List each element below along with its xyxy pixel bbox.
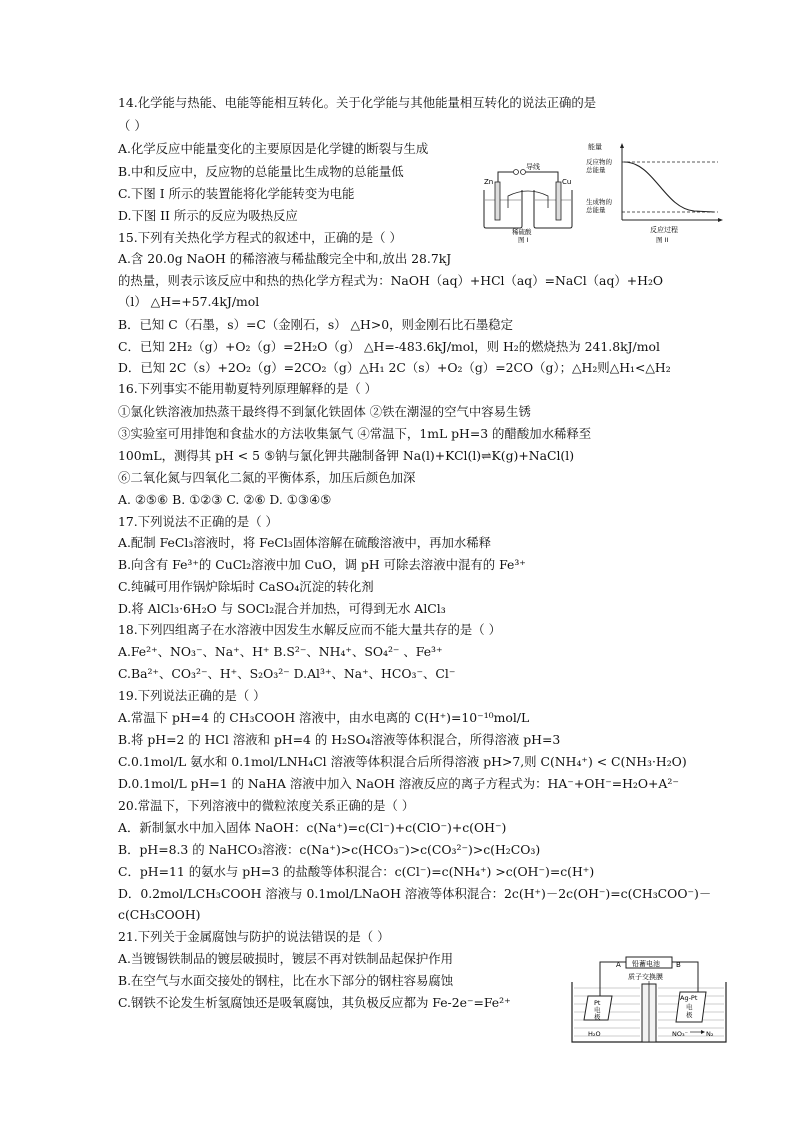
q16-item-2: ③实验室可用排饱和食盐水的方法收集氯气 ④常温下，1mL pH=3 的醋酸加水稀释至 — [118, 426, 592, 441]
h2o-label: H₂O — [588, 1030, 601, 1038]
pt-electrode-label-2: 电 — [594, 1006, 601, 1014]
terminal-b-label: B — [676, 961, 681, 969]
q16-stem: 16.下列事实不能用勒夏特列原理解释的是（ ） — [118, 381, 378, 396]
q19-stem: 19.下列说法正确的是（ ） — [118, 688, 266, 703]
q14-answer-paren: （ ） — [118, 118, 147, 133]
q19-option-c: C.0.1mol/L 氨水和 0.1mol/LNH₄Cl 溶液等体积混合后所得溶液 pH>7,则 C(NH₄⁺) < C(NH₃·H₂O) — [118, 754, 687, 769]
q15-option-c: C．已知 2H₂（g）+O₂（g）=2H₂O（g） △H=-483.6kJ/mol，则 H₂的燃烧热为 241.8kJ/mol — [118, 339, 660, 354]
q17-stem: 17.下列说法不正确的是（ ） — [118, 514, 278, 529]
q18-stem: 18.下列四组离子在水溶液中因发生水解反应而不能大量共存的是（ ） — [118, 622, 501, 637]
figure-1-caption: 图 I — [518, 236, 529, 244]
q15-option-d: D．已知 2C（s）+2O₂（g）=2CO₂（g）△H₁ 2C（s）+O₂（g）=2CO（g）；△H₂则△H₁<△H₂ — [118, 360, 671, 375]
membrane-label: 质子交换膜 — [628, 973, 663, 981]
wire-label: 导线 — [526, 163, 540, 171]
q17-option-d: D.将 AlCl₃·6H₂O 与 SOCl₂混合并加热，可得到无水 AlCl₃ — [118, 601, 446, 616]
reactant-energy-label: 反应物的 — [586, 158, 612, 166]
figure-2-caption: 图 II — [656, 236, 669, 244]
q20-stem: 20.常温下，下列溶液中的微粒浓度关系正确的是（ ） — [118, 798, 415, 813]
q21-option-a: A.当镀锡铁制品的镀层破损时，镀层不再对铁制品起保护作用 — [118, 951, 454, 966]
q18-options-cd: C.Ba²⁺、CO₃²⁻、H⁺、S₂O₃²⁻ D.Al³⁺、Na⁺、HCO₃⁻、Cl⁻ — [118, 666, 456, 681]
q21-option-b: B.在空气与水面交接处的钢柱，比在水下部分的钢柱容易腐蚀 — [118, 973, 454, 988]
q19-option-b: B.将 pH=2 的 HCl 溶液和 pH=4 的 H₂SO₄溶液等体积混合，所得溶液 pH=3 — [118, 732, 561, 747]
q20-option-d-line1: D．0.2mol/LCH₃COOH 溶液与 0.1mol/LNaOH 溶液等体积混合：2c(H⁺)－2c(OH⁻)=c(CH₃COO⁻)－ — [118, 886, 712, 901]
q16-options: A. ②⑤⑥ B. ①②③ C. ②⑥ D. ①③④⑤ — [118, 492, 332, 507]
product-energy-label: 生成物的 — [586, 198, 612, 206]
q14-option-b: B.中和反应中，反应物的总能量比生成物的总能量低 — [118, 164, 404, 179]
q20-option-d-line2: c(CH₃COOH) — [118, 907, 201, 922]
figure-electrolysis-cell — [566, 956, 732, 1046]
acid-label: 稀硫酸 — [512, 228, 532, 236]
zn-label: Zn — [484, 178, 494, 186]
n2-label: N₂ — [706, 1030, 714, 1038]
q15-option-b: B．已知 C（石墨，s）=C（金刚石，s） △H>0，则金刚石比石墨稳定 — [118, 317, 514, 332]
pt-electrode-label: Pt — [594, 999, 601, 1007]
figure-energy-diagram — [584, 140, 724, 244]
q16-item-3: 100mL，测得其 pH < 5 ⑤钠与氯化钾共融制备钾 Na(l)+KCl(l)⇌K(g)+NaCl(l) — [118, 448, 575, 463]
ag-pt-electrode-label-3: 极 — [686, 1011, 693, 1019]
product-energy-label-2: 总能量 — [586, 206, 606, 214]
q20-option-b: B．pH=8.3 的 NaHCO₃溶液：c(Na⁺)>c(HCO₃⁻)>c(CO₃²⁻)>c(H₂CO₃) — [118, 842, 541, 857]
battery-label: 铅蓄电池 — [632, 960, 660, 968]
q14-option-c: C.下图 I 所示的装置能将化学能转变为电能 — [118, 186, 355, 201]
reaction-progress-label: 反应过程 — [650, 226, 678, 234]
q21-option-c: C.钢铁不论发生析氢腐蚀还是吸氧腐蚀，其负极反应都为 Fe-2e⁻=Fe²⁺ — [118, 995, 511, 1010]
q20-option-a: A．新制氯水中加入固体 NaOH：c(Na⁺)=c(Cl⁻)+c(ClO⁻)+c(OH⁻) — [118, 820, 507, 835]
figure-galvanic-cell — [478, 160, 588, 244]
q15-option-a-line3: （l） △H=+57.4kJ/mol — [118, 294, 260, 309]
q14-option-a: A.化学反应中能量变化的主要原因是化学键的断裂与生成 — [118, 141, 429, 156]
q19-option-a: A.常温下 pH=4 的 CH₃COOH 溶液中，由水电离的 C(H⁺)=10⁻¹⁰mol/L — [118, 710, 530, 725]
q17-option-b: B.向含有 Fe³⁺的 CuCl₂溶液中加 CuO，调 pH 可除去溶液中混有的 Fe³⁺ — [118, 557, 526, 572]
ag-pt-electrode-label: Ag-Pt — [680, 994, 698, 1002]
terminal-a-label: A — [616, 961, 621, 969]
q15-stem: 15.下列有关热化学方程式的叙述中，正确的是（ ） — [118, 230, 402, 245]
pt-electrode-label-3: 极 — [594, 1013, 601, 1021]
q14-stem: 14.化学能与热能、电能等能相互转化。关于化学能与其他能量相互转化的说法正确的是 — [118, 95, 597, 110]
nitrate-label: NO₃⁻ — [672, 1030, 689, 1038]
ag-pt-electrode-label-2: 电 — [686, 1003, 693, 1011]
q15-option-a-line1: A.含 20.0g NaOH 的稀溶液与稀盐酸完全中和,放出 28.7kJ — [118, 251, 452, 266]
q16-item-1: ①氯化铁溶液加热蒸干最终得不到氯化铁固体 ②铁在潮湿的空气中容易生锈 — [118, 404, 531, 419]
q21-stem: 21.下列关于金属腐蚀与防护的说法错误的是（ ） — [118, 929, 390, 944]
q17-option-c: C.纯碱可用作锅炉除垢时 CaSO₄沉淀的转化剂 — [118, 579, 374, 594]
q20-option-c: C．pH=11 的氨水与 pH=3 的盐酸等体积混合：c(Cl⁻)=c(NH₄⁺) >c(OH⁻)=c(H⁺) — [118, 864, 595, 879]
q14-option-d: D.下图 II 所示的反应为吸热反应 — [118, 208, 298, 223]
q19-option-d: D.0.1mol/L pH=1 的 NaHA 溶液中加入 NaOH 溶液反应的离子方程式为：HA⁻+OH⁻=H₂O+A²⁻ — [118, 776, 679, 791]
cu-label: Cu — [562, 178, 572, 186]
q15-option-a-line2: 的热量，则表示该反应中和热的热化学方程式为：NaOH（aq）+HCl（aq）=NaCl（aq）+H₂O — [118, 273, 664, 288]
q18-options-ab: A.Fe²⁺、NO₃⁻、Na⁺、H⁺ B.S²⁻、NH₄⁺、SO₄²⁻ 、Fe³⁺ — [118, 644, 443, 659]
q17-option-a: A.配制 FeCl₃溶液时，将 FeCl₃固体溶解在硫酸溶液中，再加水稀释 — [118, 535, 492, 550]
energy-axis-label: 能量 — [588, 143, 602, 151]
q16-item-4: ⑥二氧化氮与四氧化二氮的平衡体系，加压后颜色加深 — [118, 470, 416, 485]
reactant-energy-label-2: 总能量 — [586, 166, 606, 174]
